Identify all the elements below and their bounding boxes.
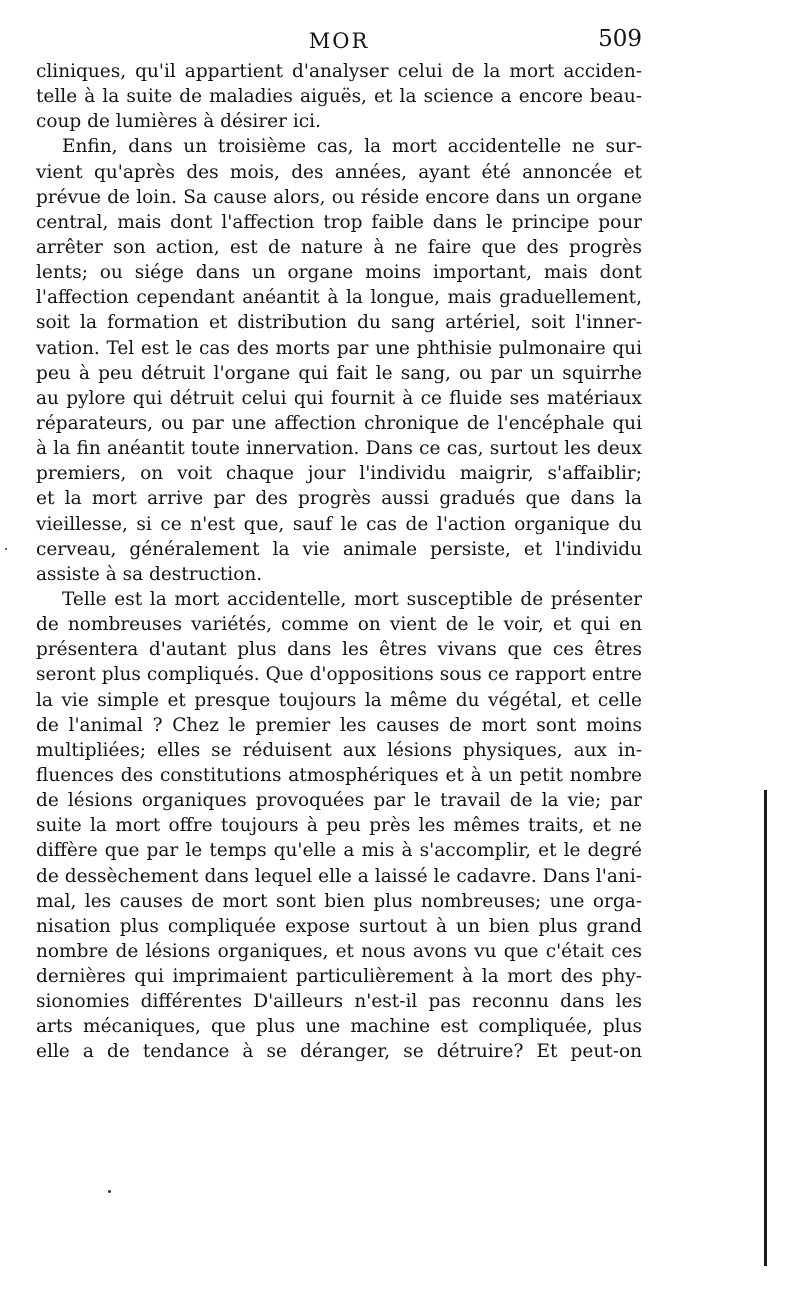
text-line: diffère que par le temps qu'elle a mis à s'accomplir, et le degré (36, 840, 642, 862)
text-line: multipliées; elles se réduisent aux lésions physiques, aux in- (36, 739, 642, 761)
text-line: cliniques, qu'il appartient d'analyser celui de la mort acciden- (36, 61, 642, 82)
ink-speck (108, 1190, 111, 1193)
text-line: Telle est la mort accidentelle, mort susceptible de présenter (62, 588, 642, 610)
text-line: fluences des constitutions atmosphériques et à un petit nombre (36, 764, 642, 786)
text-line: dernières qui imprimaient particulièrement à la mort des phy- (36, 966, 642, 988)
binding-edge-shadow (764, 790, 767, 1266)
text-line: de l'animal ? Chez le premier les causes de mort sont moins (36, 714, 642, 736)
text-line: vient qu'après des mois, des années, ayant été annoncée et (36, 161, 642, 183)
text-line: présentera d'autant plus dans les êtres vivans que ces êtres (36, 639, 642, 661)
text-line: vation. Tel est le cas des morts par une phthisie pulmonaire qui (36, 337, 642, 359)
text-line: arrêter son action, est de nature à ne faire que des progrès (36, 236, 642, 258)
text-line: l'affection cependant anéantit à la longue, mais graduellement, (36, 287, 642, 309)
text-line: nombre de lésions organiques, et nous avons vu que c'était ces (36, 940, 642, 962)
text-line: seront plus compliqués. Que d'oppositions sous ce rapport entre (36, 664, 642, 686)
ink-speck (5, 548, 7, 550)
running-head (36, 26, 642, 56)
running-head-title: MOR (308, 29, 370, 53)
text-line: telle à la suite de maladies aiguës, et la science a encore beau- (36, 86, 642, 108)
text-line: assiste à sa destruction. (36, 563, 263, 585)
text-line: au pylore qui détruit celui qui fournit à ce fluide ses matériaux (36, 387, 642, 409)
text-line: et la mort arrive par des progrès aussi gradués que dans la (36, 488, 642, 510)
text-line: réparateurs, ou par une affection chronique de l'encéphale qui (36, 412, 642, 434)
text-line: arts mécaniques, que plus une machine est compliquée, plus (36, 1016, 642, 1038)
text-line: de dessèchement dans lequel elle a laissé le cadavre. Dans l'ani- (36, 865, 642, 887)
text-line: peu à peu détruit l'organe qui fait le sang, ou par un squirrhe (36, 362, 642, 384)
text-line: nisation plus compliquée expose surtout à un bien plus grand (36, 915, 642, 937)
text-line: suite la mort offre toujours à peu près les mêmes traits, et ne (36, 815, 642, 837)
text-line: prévue de loin. Sa cause alors, ou réside encore dans un organe (36, 186, 642, 208)
page-number: 509 (598, 26, 642, 52)
text-line: soit la formation et distribution du sang artériel, soit l'inner- (36, 312, 642, 334)
text-line: elle a de tendance à se déranger, se détruire? Et peut-on (36, 1041, 642, 1063)
text-line: vieillesse, si ce n'est que, sauf le cas de l'action organique du (36, 513, 642, 535)
text-line: premiers, on voit chaque jour l'individu maigrir, s'affaiblir; (36, 463, 642, 485)
text-line: la vie simple et presque toujours la même du végétal, et celle (36, 689, 642, 711)
text-line: lents; ou siége dans un organe moins important, mais dont (36, 262, 642, 284)
text-line: de nombreuses variétés, comme on vient de le voir, et qui en (36, 614, 642, 636)
text-line: à la fin anéantit toute innervation. Dans ce cas, surtout les deux (36, 438, 642, 460)
text-line: central, mais dont l'affection trop faible dans le principe pour (36, 211, 642, 233)
text-line: Enfin, dans un troisième cas, la mort accidentelle ne sur- (62, 136, 642, 158)
text-line: coup de lumières à désirer ici. (36, 111, 321, 133)
text-line: cerveau, généralement la vie animale persiste, et l'individu (36, 538, 642, 560)
text-line: de lésions organiques provoquées par le travail de la vie; par (36, 790, 642, 812)
text-line: sionomies différentes D'ailleurs n'est-il pas reconnu dans les (36, 991, 642, 1013)
body-text (36, 59, 642, 1065)
text-line: mal, les causes de mort sont bien plus nombreuses; une orga- (36, 890, 642, 912)
